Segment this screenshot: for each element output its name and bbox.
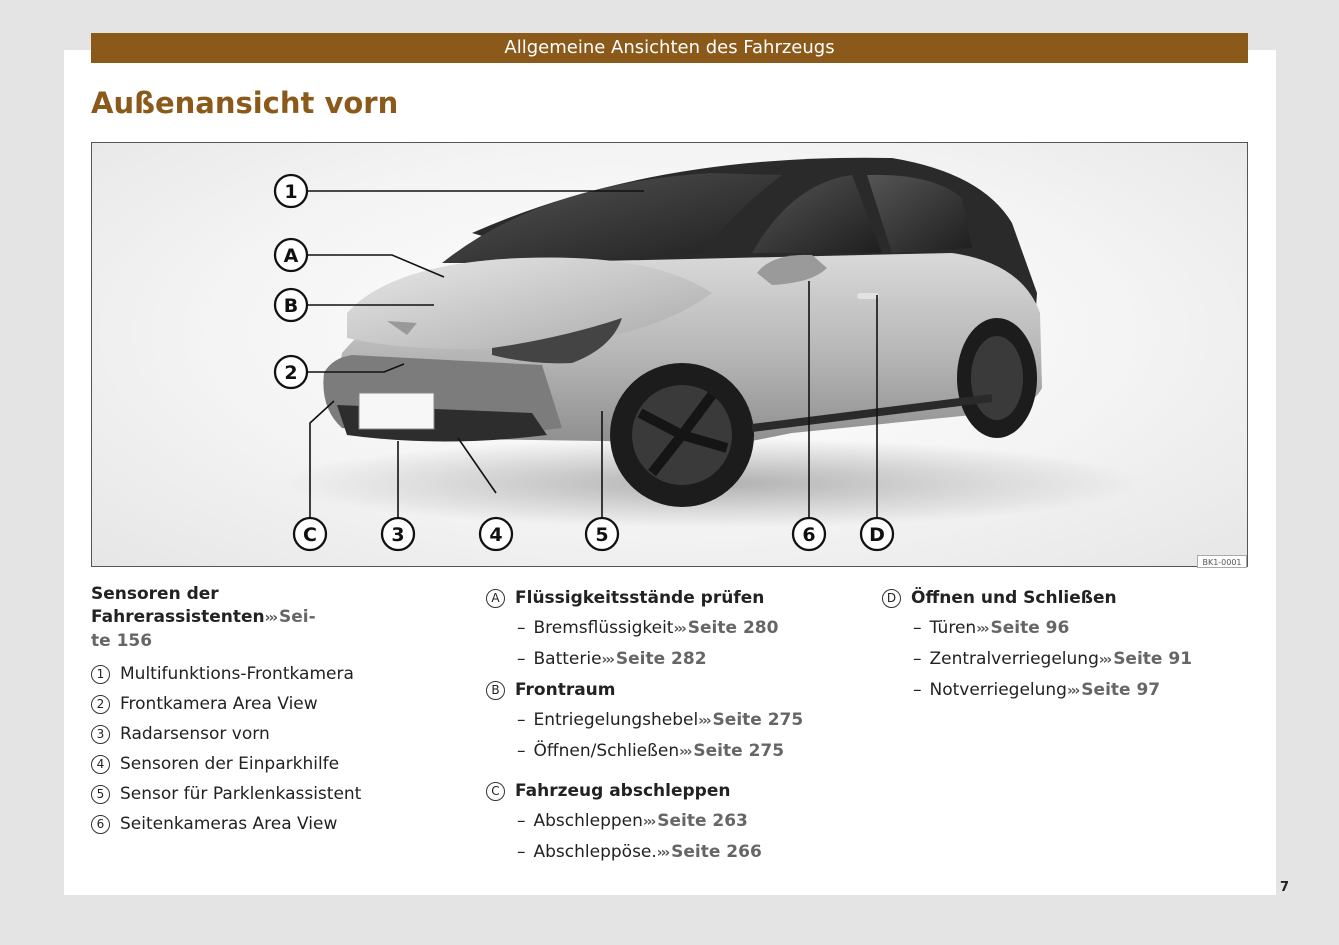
section-heading-a: A Flüssigkeitsstände prüfen: [486, 583, 856, 613]
number-badge: 3: [91, 725, 110, 744]
reference-arrows-icon: ›››: [642, 814, 655, 830]
callout-b: [275, 289, 307, 321]
svg-text:3: 3: [391, 524, 405, 546]
page-link[interactable]: Seite 97: [1081, 680, 1161, 700]
legend-column-maintenance: [486, 583, 856, 868]
reference-arrows-icon: ›››: [264, 610, 276, 626]
svg-text:C: C: [303, 524, 317, 546]
number-badge: 4: [91, 755, 110, 774]
reference-arrows-icon: ›››: [698, 713, 710, 729]
list-item: 5 Sensor für Parklenkassistent: [91, 779, 436, 809]
letter-badge: A: [486, 589, 505, 608]
section-heading-d: D Öffnen und Schließen: [882, 583, 1242, 613]
callout-a: [275, 239, 307, 271]
svg-text:5: 5: [595, 524, 609, 546]
legend-column-sensors: [91, 583, 436, 839]
svg-text:1: 1: [284, 181, 298, 203]
reference-arrows-icon: ›››: [1098, 652, 1111, 668]
sensors-heading: Sensoren der Fahrerassistenten››› Sei- te 156: [91, 584, 316, 651]
callout-3: [382, 518, 414, 550]
reference-arrows-icon: ›››: [656, 845, 669, 861]
list-item: 3 Radarsensor vorn: [91, 719, 436, 749]
callout-4: [480, 518, 512, 550]
svg-text:D: D: [869, 524, 885, 546]
svg-text:A: A: [283, 245, 299, 267]
number-badge: 6: [91, 815, 110, 834]
reference-arrows-icon: ›››: [673, 621, 685, 637]
list-item: 2 Frontkamera Area View: [91, 689, 436, 719]
legend-column-locking: [882, 583, 1242, 706]
page-link[interactable]: Seite 91: [1113, 649, 1193, 669]
list-item: 4 Sensoren der Einparkhilfe: [91, 749, 436, 779]
list-item: – Türen››› Seite 96: [913, 618, 1070, 638]
svg-text:B: B: [283, 295, 299, 317]
list-item: – Abschleppöse.››› Seite 266: [517, 842, 762, 862]
sensors-page-link[interactable]: Sei- te 156: [91, 607, 316, 651]
list-item: 6 Seitenkameras Area View: [91, 809, 436, 839]
reference-arrows-icon: ›››: [1066, 683, 1079, 699]
list-item: – Batterie››› Seite 282: [517, 649, 707, 669]
callout-d: [861, 518, 893, 550]
svg-text:4: 4: [489, 524, 503, 546]
number-badge: 1: [91, 665, 110, 684]
figure-code: BK1-0001: [1197, 555, 1247, 568]
page-link[interactable]: Seite 96: [990, 618, 1070, 638]
page-title: Außenansicht vorn: [91, 86, 399, 120]
page-link[interactable]: Seite 275: [693, 741, 785, 761]
letter-badge: B: [486, 681, 505, 700]
letter-badge: D: [882, 589, 901, 608]
callout-1: [275, 175, 307, 207]
callout-2: [275, 356, 307, 388]
list-item: – Entriegelungshebel››› Seite 275: [517, 710, 804, 730]
rear-rim: [971, 336, 1023, 420]
section-heading-b: B Frontraum: [486, 675, 856, 705]
page-link[interactable]: Seite 275: [712, 710, 804, 730]
door-handle: [857, 293, 879, 299]
callout-c: [294, 518, 326, 550]
page-link[interactable]: Seite 280: [687, 618, 779, 638]
page-link[interactable]: Seite 266: [671, 842, 762, 862]
list-item: – Bremsflüssigkeit››› Seite 280: [517, 618, 779, 638]
reference-arrows-icon: ›››: [601, 652, 613, 668]
letter-badge: C: [486, 782, 505, 801]
number-badge: 5: [91, 785, 110, 804]
number-badge: 2: [91, 695, 110, 714]
car-illustration: [92, 143, 1248, 567]
list-item: – Notverriegelung››› Seite 97: [913, 680, 1161, 700]
svg-text:6: 6: [802, 524, 816, 546]
svg-text:2: 2: [284, 362, 298, 384]
list-item: – Zentralverriegelung››› Seite 91: [913, 649, 1193, 669]
license-plate: [359, 393, 434, 429]
car-front-figure: [91, 142, 1248, 567]
callout-6: [793, 518, 825, 550]
section-header-band: Allgemeine Ansichten des Fahrzeugs: [91, 33, 1248, 63]
list-item: – Öffnen/Schließen››› Seite 275: [517, 741, 785, 761]
reference-arrows-icon: ›››: [976, 621, 988, 637]
section-heading-c: C Fahrzeug abschleppen: [486, 776, 856, 806]
page-link[interactable]: Seite 263: [657, 811, 748, 831]
list-item: – Abschleppen››› Seite 263: [517, 811, 748, 831]
reference-arrows-icon: ›››: [679, 744, 691, 760]
list-item: 1 Multifunktions-Frontkamera: [91, 659, 436, 689]
callout-5: [586, 518, 618, 550]
page-link[interactable]: Seite 282: [615, 649, 707, 669]
page-number: 7: [1280, 880, 1290, 895]
